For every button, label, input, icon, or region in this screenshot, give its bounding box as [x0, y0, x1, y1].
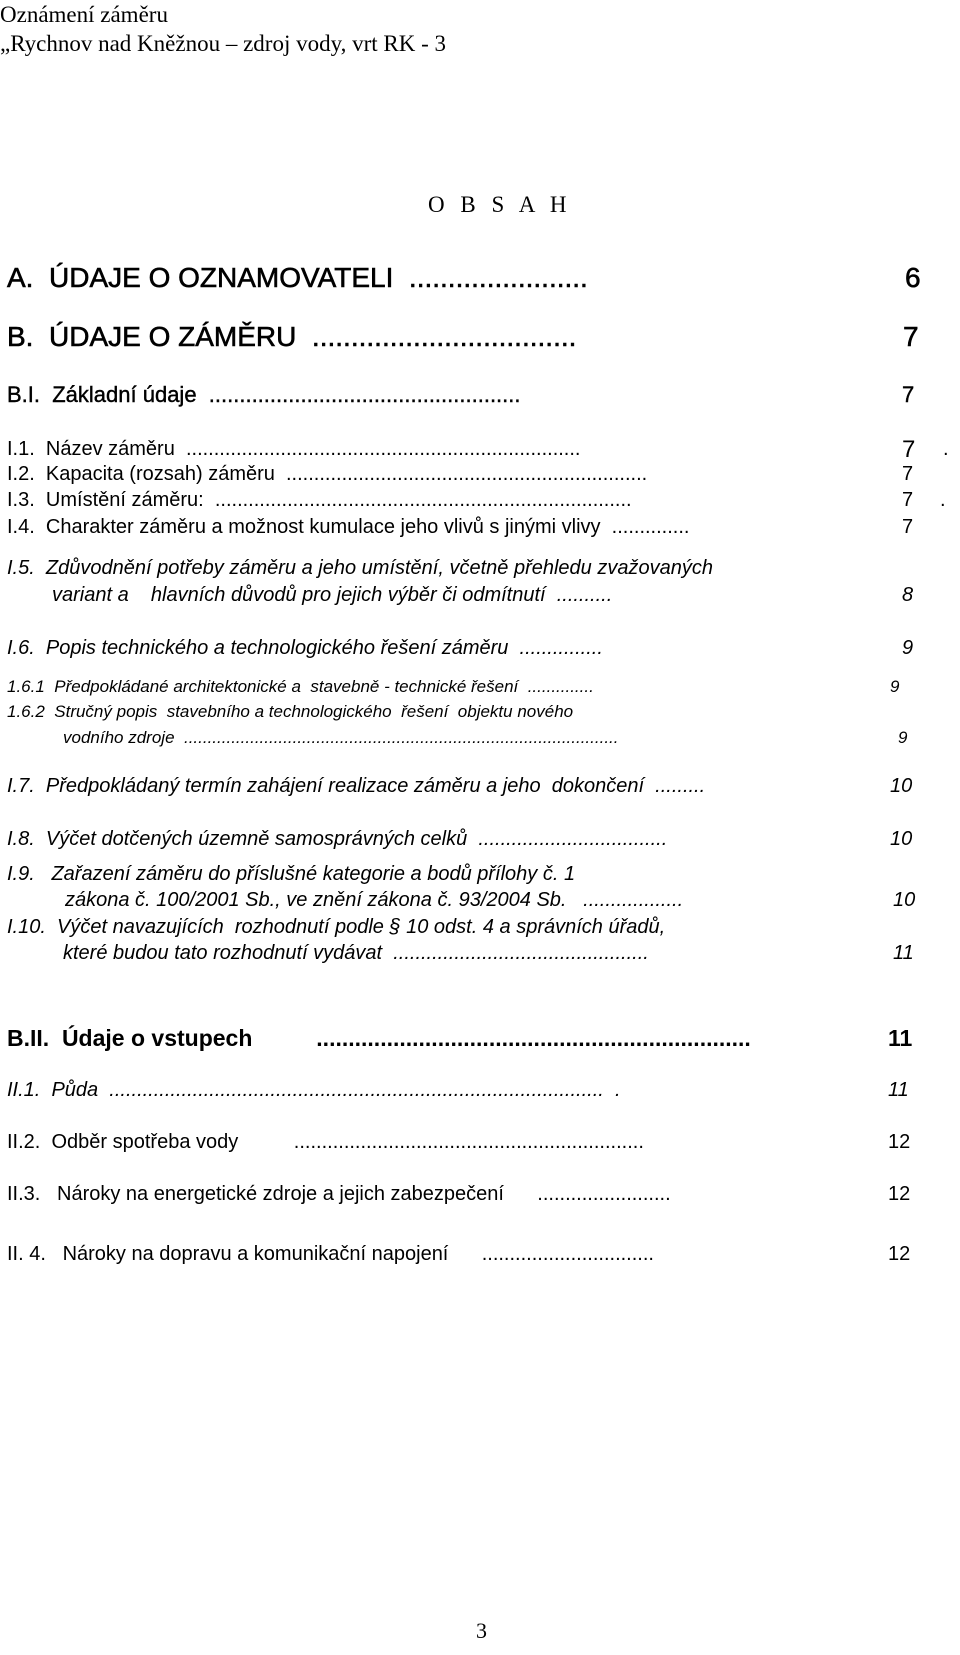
toc-page-a: 6 — [905, 262, 921, 293]
toc-entry-ii-1: II.1. Půda ......................................................................................... . — [7, 1079, 621, 1101]
toc-page-b: 7 — [903, 321, 919, 352]
toc-entry-1-6-1: 1.6.1 Předpokládané architektonické a stavebně - technické řešení .............. — [7, 677, 594, 696]
toc-entry-i-6: I.6. Popis technického a technologického řešení záměru ............... — [7, 637, 603, 659]
toc-entry-b-ii: B.II. Údaje o vstupech .................................................................... — [7, 1025, 751, 1051]
toc-entry-i-4: I.4. Charakter záměru a možnost kumulace jeho vlivů s jinými vlivy .............. — [7, 516, 690, 538]
toc-page-ii-2: 12 — [888, 1131, 911, 1153]
toc-page-i-1: 7 — [902, 436, 916, 463]
toc-entry-ii-2: II.2. Odběr spotřeba vody ............................................................... — [7, 1131, 644, 1153]
toc-page-ii-4: 12 — [888, 1243, 911, 1265]
toc-page-i-5: 8 — [902, 584, 914, 606]
toc-entry-i-5: I.5. Zdůvodnění potřeby záměru a jeho umístění, včetně přehledu zvažovaných — [7, 557, 713, 579]
toc-page-i-6: 9 — [902, 637, 914, 659]
toc-entry-b: B. ÚDAJE O ZÁMĚRU .................................. — [7, 321, 577, 352]
toc-entry-i-9-cont: zákona č. 100/2001 Sb., ve znění zákona č. 93/2004 Sb. .................. — [65, 889, 684, 911]
toc-entry-i-5-cont: variant a hlavních důvodů pro jejich výběr či odmítnutí .......... — [52, 584, 613, 606]
toc-page-ii-1: 11 — [888, 1079, 909, 1101]
toc-entry-i-2: I.2. Kapacita (rozsah) záměru ................................................................. — [7, 463, 648, 485]
toc-entry-i-3: I.3. Umístění záměru: ........................................................................... — [7, 489, 632, 511]
toc-trail-i-3: . — [940, 489, 946, 511]
toc-entry-i-7: I.7. Předpokládaný termín zahájení realizace záměru a jeho dokončení ......... — [7, 775, 706, 797]
toc-entry-ii-4: II. 4. Nároky na dopravu a komunikační napojení ............................... — [7, 1243, 654, 1265]
toc-page-ii-3: 12 — [888, 1183, 911, 1205]
header-line-2: „Rychnov nad Kněžnou – zdroj vody, vrt RK - 3 — [0, 31, 446, 56]
toc-page-1-6-1: 9 — [890, 677, 900, 696]
page-number: 3 — [476, 1618, 487, 1643]
toc-entry-b-i: B.I. Základní údaje ................................................... — [7, 382, 521, 407]
toc-page-i-9: 10 — [893, 889, 916, 911]
toc-entry-a: A. ÚDAJE O OZNAMOVATELI ....................... — [7, 262, 588, 293]
page-title: O B S A H — [428, 192, 572, 217]
toc-page-b-ii: 11 — [888, 1025, 913, 1051]
toc-entry-i-10-cont: které budou tato rozhodnutí vydávat .............................................. — [63, 942, 649, 964]
toc-page-1-6-2: 9 — [898, 728, 908, 747]
toc-entry-i-10: I.10. Výčet navazujících rozhodnutí podle § 10 odst. 4 a správních úřadů, — [7, 916, 666, 938]
toc-entry-1-6-2-cont: vodního zdroje ............................................................................................ — [63, 728, 619, 747]
toc-entry-ii-3: II.3. Nároky na energetické zdroje a jejich zabezpečení ........................ — [7, 1183, 671, 1205]
toc-entry-i-9: I.9. Zařazení záměru do příslušné kategorie a bodů přílohy č. 1 — [7, 863, 576, 885]
toc-page-i-4: 7 — [902, 516, 914, 538]
toc-entry-i-1: I.1. Název záměru ....................................................................... — [7, 438, 581, 460]
toc-entry-i-8: I.8. Výčet dotčených územně samosprávných celků .................................. — [7, 828, 668, 850]
toc-page-i-10: 11 — [893, 942, 914, 964]
toc-trail-i-1: . — [943, 438, 949, 460]
toc-page-i-7: 10 — [890, 775, 913, 797]
toc-page-i-2: 7 — [902, 463, 914, 485]
toc-page-i-8: 10 — [890, 828, 913, 850]
header-line-1: Oznámení záměru — [0, 2, 168, 27]
toc-page-i-3: 7 — [902, 489, 914, 511]
toc-entry-1-6-2: 1.6.2 Stručný popis stavebního a technologického řešení objektu nového — [7, 702, 574, 721]
toc-page-b-i: 7 — [902, 382, 915, 407]
